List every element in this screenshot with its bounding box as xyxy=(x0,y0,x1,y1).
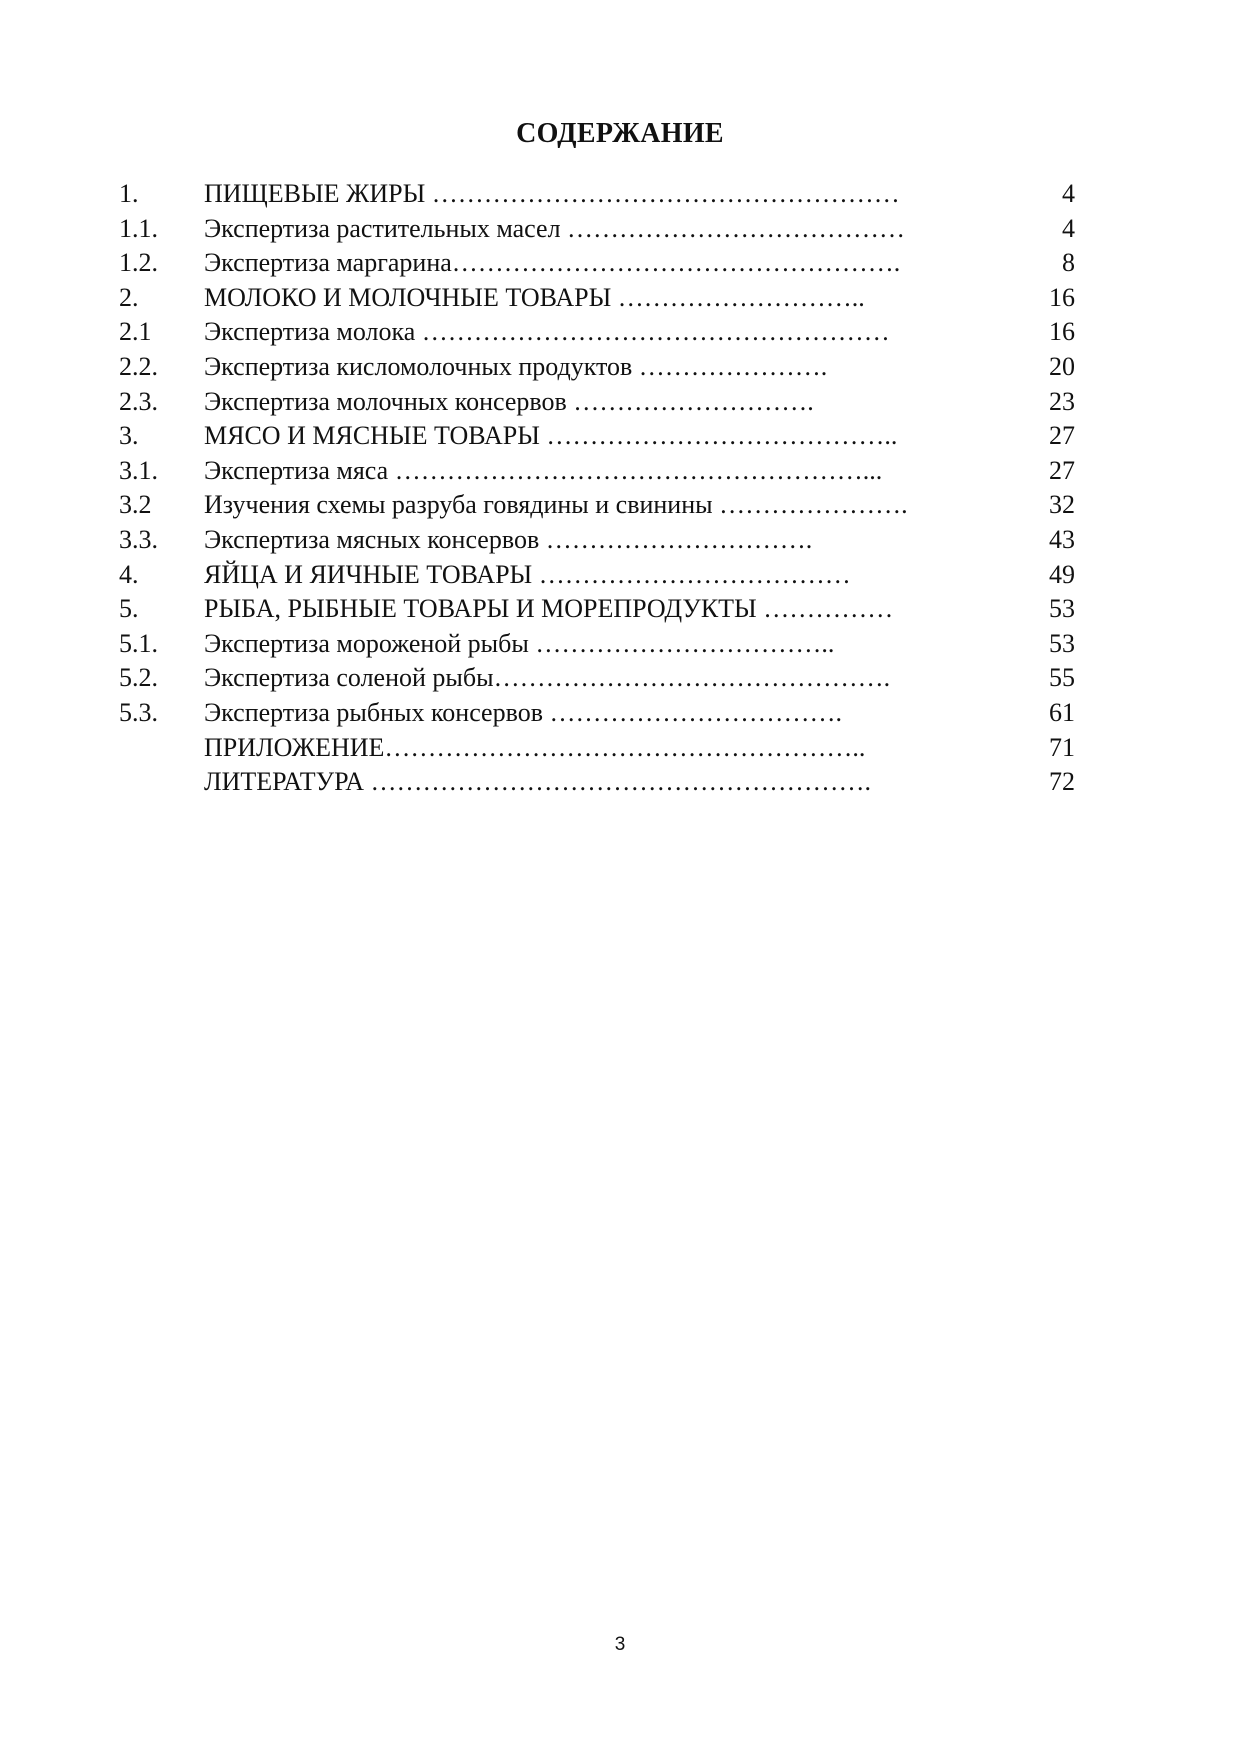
toc-entry-page: 23 xyxy=(1049,386,1075,416)
toc-entry-title: Экспертиза рыбных консервов ……………………………. xyxy=(204,697,842,727)
toc-entry xyxy=(0,177,1240,212)
toc-entry-number: 2.3. xyxy=(119,386,158,416)
toc-entry-number: 1.2. xyxy=(119,248,158,278)
toc-entry-page: 20 xyxy=(1049,351,1075,381)
toc-entry xyxy=(0,315,1240,350)
toc-entry-number: 5.1. xyxy=(119,628,158,658)
toc-entry-title: Экспертиза кисломолочных продуктов …………………. xyxy=(204,351,828,381)
toc-entry xyxy=(0,212,1240,247)
toc-entry-number: 3.3. xyxy=(119,524,158,554)
toc-entry xyxy=(0,696,1240,731)
toc-entry-title: ПИЩЕВЫЕ ЖИРЫ ……………………………………………… xyxy=(204,179,900,208)
toc-entry-page: 43 xyxy=(1049,524,1075,554)
toc-entry-page: 61 xyxy=(1049,697,1075,727)
toc-entry-title: Экспертиза маргарина……………………………………………. xyxy=(204,248,901,278)
toc-entry-title: Экспертиза мороженой рыбы …………………………….. xyxy=(204,628,835,658)
toc-entry-page: 55 xyxy=(1049,663,1075,693)
toc-entry-number: 1. xyxy=(119,179,139,208)
toc-entry-page: 4 xyxy=(1062,213,1075,243)
toc-entry xyxy=(0,558,1240,593)
toc-entry-number: 2. xyxy=(119,282,139,312)
toc-entry-number: 3. xyxy=(119,421,139,451)
toc-entry xyxy=(0,454,1240,489)
toc-entry-page: 27 xyxy=(1049,421,1075,451)
toc-entry-page: 4 xyxy=(1062,179,1075,208)
toc-entry xyxy=(0,523,1240,558)
toc-entry-title: ЛИТЕРАТУРА …………………………………………………. xyxy=(204,767,871,797)
toc-entry-title: Экспертиза соленой рыбы………………………………………. xyxy=(204,663,891,693)
toc-entry-title: МЯСО И МЯСНЫЕ ТОВАРЫ ………………………………….. xyxy=(204,421,898,451)
table-of-contents xyxy=(0,177,1240,800)
toc-entry-number: 2.2. xyxy=(119,351,158,381)
toc-entry xyxy=(0,419,1240,454)
toc-entry xyxy=(0,350,1240,385)
toc-entry-page: 49 xyxy=(1049,559,1075,589)
toc-entry xyxy=(0,627,1240,662)
toc-entry xyxy=(0,592,1240,627)
toc-entry-title: РЫБА, РЫБНЫЕ ТОВАРЫ И МОРЕПРОДУКТЫ …………… xyxy=(204,594,894,624)
toc-entry-title: Экспертиза мясных консервов …………………………. xyxy=(204,524,813,554)
toc-entry-page: 71 xyxy=(1049,732,1075,762)
toc-entry-number: 5. xyxy=(119,594,139,624)
toc-entry-title: Экспертиза мяса ………………………………………………... xyxy=(204,455,883,485)
toc-entry xyxy=(0,488,1240,523)
toc-entry xyxy=(0,765,1240,800)
toc-entry-title: Экспертиза молока ……………………………………………… xyxy=(204,317,890,347)
toc-entry-number: 3.2 xyxy=(119,490,152,520)
toc-entry-title: Экспертиза растительных масел ………………………………… xyxy=(204,213,906,243)
toc-entry-page: 16 xyxy=(1049,282,1075,312)
toc-entry xyxy=(0,281,1240,316)
toc-entry xyxy=(0,661,1240,696)
toc-entry-page: 27 xyxy=(1049,455,1075,485)
toc-entry xyxy=(0,246,1240,281)
toc-entry xyxy=(0,731,1240,766)
toc-entry-page: 53 xyxy=(1049,594,1075,624)
toc-entry-number: 5.2. xyxy=(119,663,158,693)
toc-entry xyxy=(0,385,1240,420)
toc-entry-number: 5.3. xyxy=(119,697,158,727)
toc-entry-page: 8 xyxy=(1062,248,1075,278)
toc-entry-number: 4. xyxy=(119,559,139,589)
toc-entry-title: ПРИЛОЖЕНИЕ……………………………………………….. xyxy=(204,732,866,762)
toc-entry-page: 72 xyxy=(1049,767,1075,797)
page-number: 3 xyxy=(614,1634,626,1655)
page-title: СОДЕРЖАНИЕ xyxy=(516,118,724,149)
toc-entry-title: Экспертиза молочных консервов ………………………. xyxy=(204,386,814,416)
toc-entry-title: МОЛОКО И МОЛОЧНЫЕ ТОВАРЫ ……………………….. xyxy=(204,282,865,312)
toc-entry-number: 2.1 xyxy=(119,317,152,347)
toc-entry-number: 3.1. xyxy=(119,455,158,485)
toc-entry-page: 16 xyxy=(1049,317,1075,347)
toc-entry-page: 53 xyxy=(1049,628,1075,658)
toc-entry-number: 1.1. xyxy=(119,213,158,243)
toc-entry-title: ЯЙЦА И ЯИЧНЫЕ ТОВАРЫ ……………………………… xyxy=(204,559,851,589)
toc-entry-page: 32 xyxy=(1049,490,1075,520)
toc-entry-title: Изучения схемы разруба говядины и свинины …………………. xyxy=(204,490,908,520)
